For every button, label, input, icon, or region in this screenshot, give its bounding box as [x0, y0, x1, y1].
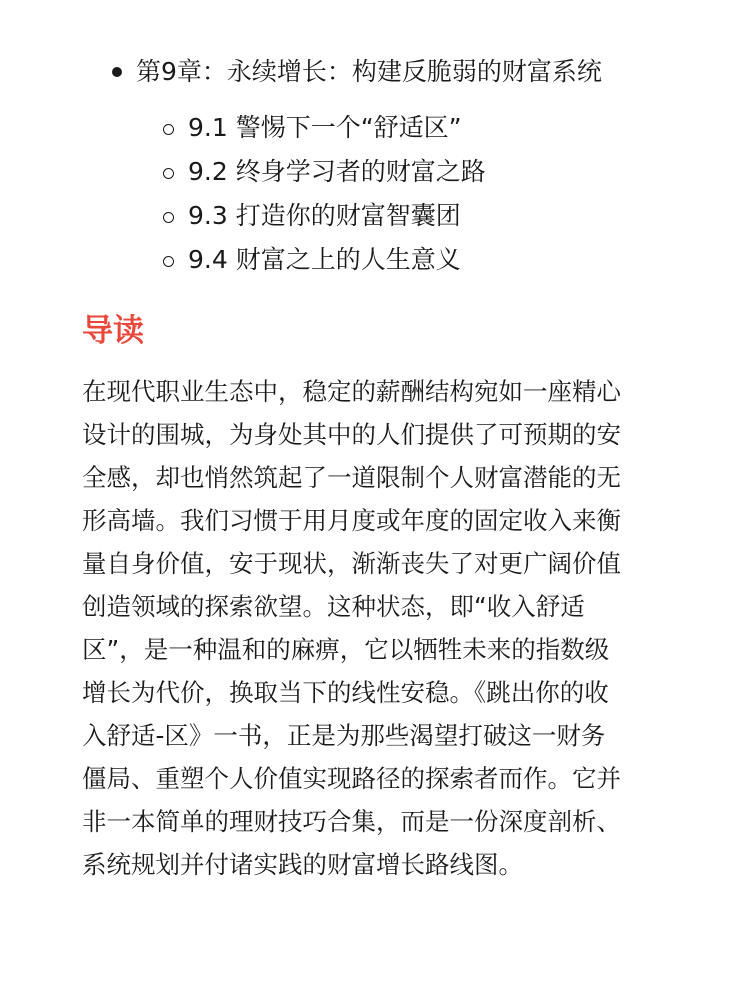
paragraph-line: 形高墙。我们习惯于用月度或年度的固定收入来衡	[82, 506, 621, 535]
section-item	[0, 240, 750, 284]
paragraph-line: 设计的围城，为身处其中的人们提供了可预期的安	[82, 420, 621, 449]
hollow-bullet-icon	[163, 124, 174, 135]
intro-paragraph	[82, 370, 672, 886]
section-item	[0, 152, 750, 196]
section-item	[0, 196, 750, 240]
hollow-bullet-icon	[163, 212, 174, 223]
section-label: 9.4 财富之上的人生意义	[188, 245, 461, 274]
paragraph-line: 在现代职业生态中，稳定的薪酬结构宛如一座精心	[82, 377, 621, 406]
chapter-item	[0, 48, 750, 96]
paragraph-line: 系统规划并付诸实践的财富增长路线图。	[82, 850, 523, 879]
section-list	[0, 108, 750, 284]
section-item	[0, 108, 750, 152]
hollow-bullet-icon	[163, 256, 174, 267]
hollow-bullet-icon	[163, 168, 174, 179]
paragraph-line: 全感，却也悄然筑起了一道限制个人财富潜能的无	[82, 463, 621, 492]
paragraph-line: 量自身价值，安于现状，渐渐丧失了对更广阔价值	[82, 549, 621, 578]
paragraph-line: 入舒适-区》一书，正是为那些渴望打破这一财务	[82, 721, 606, 750]
paragraph-line: 区”，是一种温和的麻痹，它以牺牲未来的指数级	[82, 635, 610, 664]
paragraph-line: 增长为代价，换取当下的线性安稳。《跳出你的收	[82, 678, 609, 707]
filled-bullet-icon	[112, 67, 122, 77]
table-of-contents	[0, 48, 750, 274]
intro-heading: 导读	[82, 313, 144, 349]
section-label: 9.1 警惕下一个“舒适区”	[188, 113, 462, 142]
paragraph-line: 非一本简单的理财技巧合集，而是一份深度剖析、	[82, 807, 621, 836]
chapter-title: 第9章：永续增长：构建反脆弱的财富系统	[136, 57, 602, 86]
section-label: 9.3 打造你的财富智囊团	[188, 201, 461, 230]
paragraph-line: 僵局、重塑个人价值实现路径的探索者而作。它并	[82, 764, 621, 793]
section-label: 9.2 终身学习者的财富之路	[188, 157, 486, 186]
paragraph-line: 创造领域的探索欲望。这种状态，即“收入舒适	[82, 592, 585, 621]
